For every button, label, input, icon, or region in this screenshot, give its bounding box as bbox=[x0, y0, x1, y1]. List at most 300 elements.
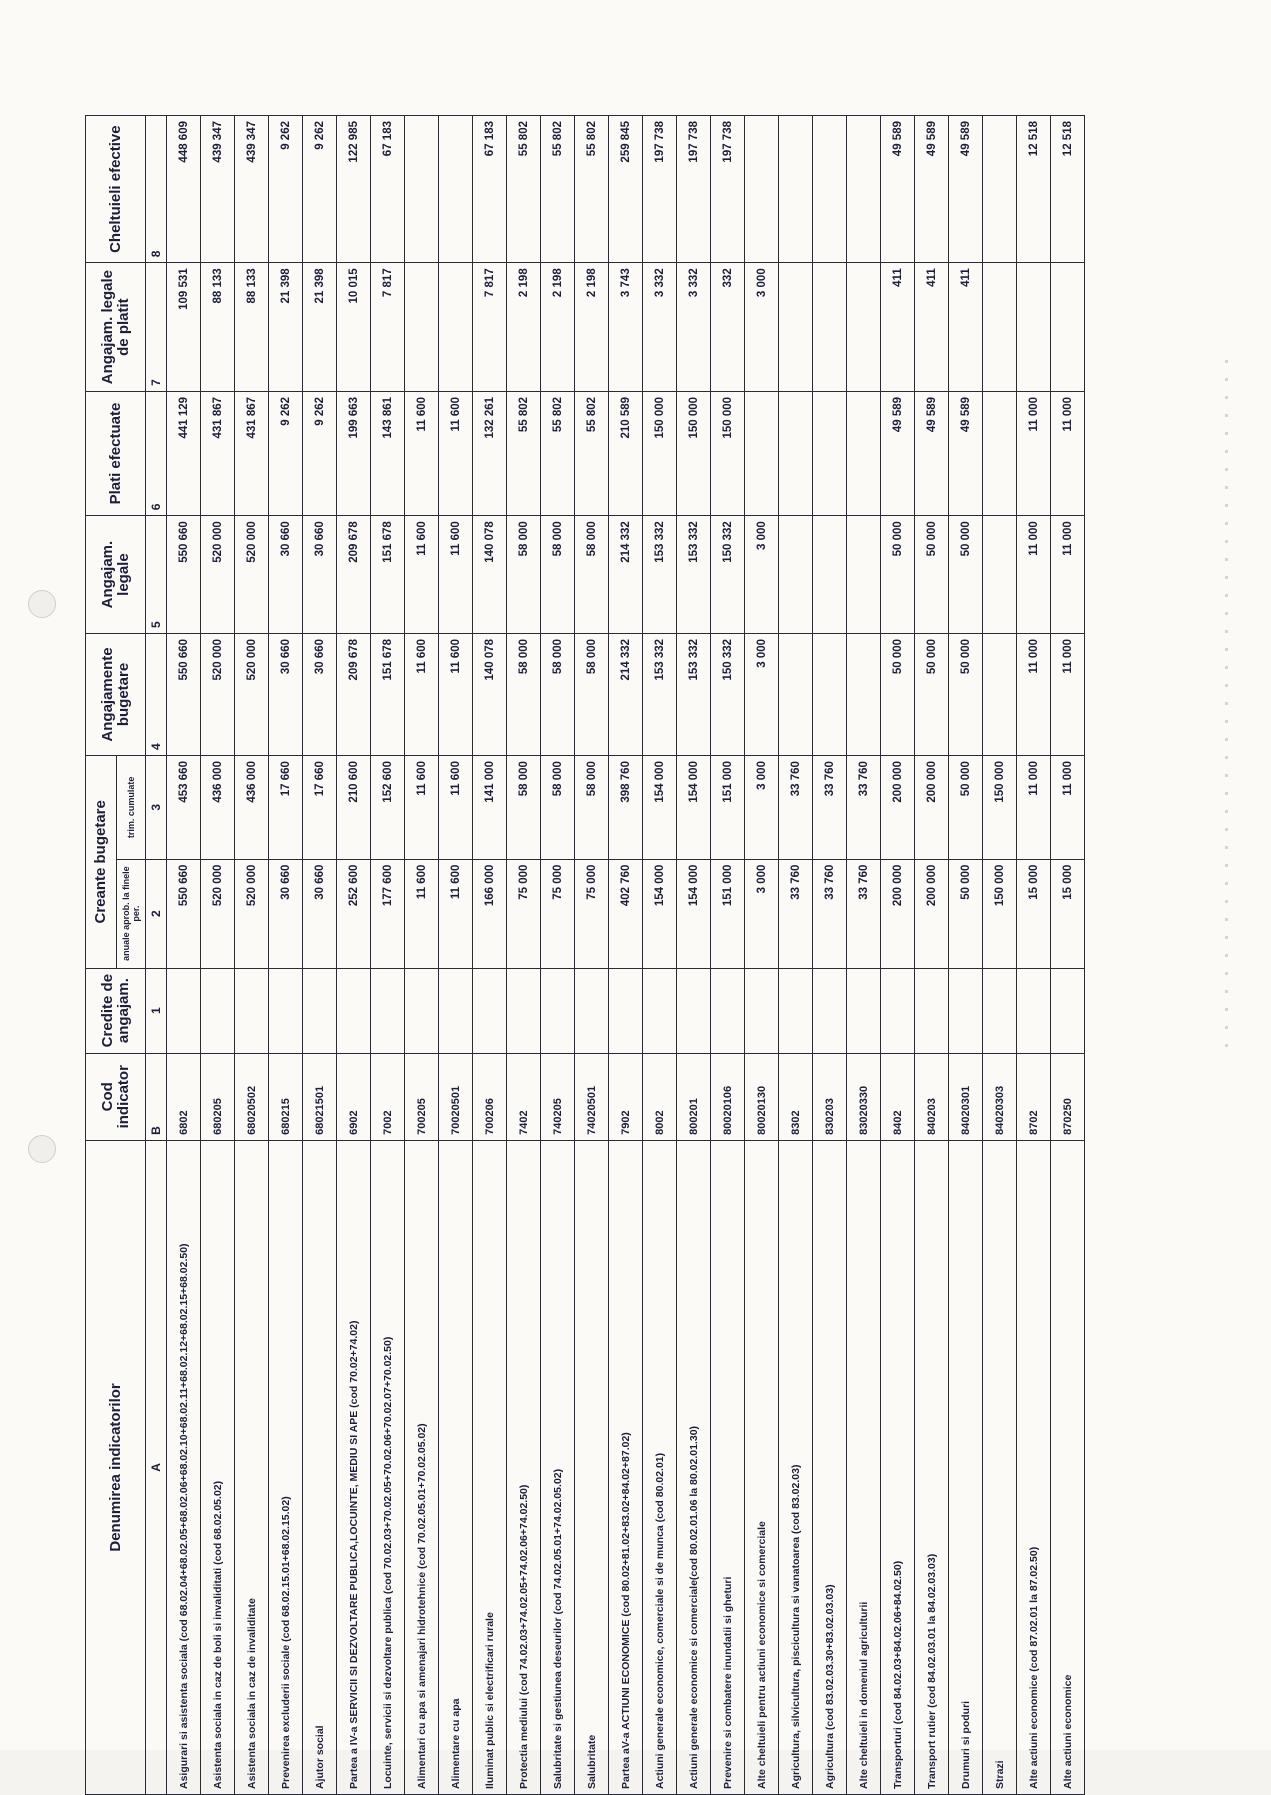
value-cell-c3: 11 600 bbox=[405, 756, 439, 860]
scan-dotted-mark bbox=[1225, 360, 1228, 1060]
value-cell-c4: 11 000 bbox=[1017, 633, 1051, 755]
table-body bbox=[167, 116, 1085, 1795]
value-cell-c1 bbox=[779, 968, 813, 1053]
value-cell-c4: 30 660 bbox=[269, 633, 303, 755]
value-cell-c5: 30 660 bbox=[269, 516, 303, 634]
value-cell-c3: 154 000 bbox=[643, 756, 677, 860]
value-cell-c4: 30 660 bbox=[303, 633, 337, 755]
value-cell-c6: 11 000 bbox=[1017, 391, 1051, 515]
value-cell-c7: 3 743 bbox=[609, 263, 643, 392]
value-cell-c8: 12 518 bbox=[1017, 116, 1051, 263]
indicator-name-cell: Agricultura, silvicultura, piscicultura si vanatoarea (cod 83.02.03) bbox=[779, 1140, 813, 1794]
value-cell-c3: 436 000 bbox=[201, 756, 235, 860]
value-cell-c7 bbox=[405, 263, 439, 392]
indicator-name-cell: Actiuni generale economice si comerciale(cod 80.02.01.06 la 80.02.01.30) bbox=[677, 1140, 711, 1794]
value-cell-c1 bbox=[337, 968, 371, 1053]
value-cell-c7: 2 198 bbox=[507, 263, 541, 392]
indicator-name-cell: Drumuri si poduri bbox=[949, 1140, 983, 1794]
indicator-name-cell: Partea aV-a ACTIUNI ECONOMICE (cod 80.02+81.02+83.02+84.02+87.02) bbox=[609, 1140, 643, 1794]
value-cell-c5 bbox=[813, 516, 847, 634]
indicator-code-cell: 83020330 bbox=[847, 1053, 881, 1140]
value-cell-c8: 67 183 bbox=[473, 116, 507, 263]
value-cell-c5 bbox=[983, 516, 1017, 634]
indicator-name-cell: Transport rutier (cod 84.02.03.01 la 84.02.03.03) bbox=[915, 1140, 949, 1794]
value-cell-c1 bbox=[303, 968, 337, 1053]
value-cell-c3: 11 000 bbox=[1017, 756, 1051, 860]
table-row bbox=[575, 116, 609, 1795]
indicator-code-cell: 68020502 bbox=[235, 1053, 269, 1140]
value-cell-c7: 88 133 bbox=[235, 263, 269, 392]
table-row bbox=[303, 116, 337, 1795]
value-cell-c6: 49 589 bbox=[949, 391, 983, 515]
table-row bbox=[269, 116, 303, 1795]
value-cell-c7: 411 bbox=[881, 263, 915, 392]
indicator-name-cell: Agricultura (cod 83.02.03.30+83.02.03.03) bbox=[813, 1140, 847, 1794]
value-cell-c4: 11 000 bbox=[1051, 633, 1085, 755]
value-cell-c8: 49 589 bbox=[949, 116, 983, 263]
value-cell-c1 bbox=[201, 968, 235, 1053]
table-row bbox=[541, 116, 575, 1795]
value-cell-c8: 49 589 bbox=[915, 116, 949, 263]
value-cell-c5 bbox=[779, 516, 813, 634]
value-cell-c8: 9 262 bbox=[269, 116, 303, 263]
col-number: 1 bbox=[146, 968, 167, 1053]
value-cell-c5: 58 000 bbox=[507, 516, 541, 634]
indicator-code-cell: 8702 bbox=[1017, 1053, 1051, 1140]
indicator-code-cell: 6802 bbox=[167, 1053, 201, 1140]
indicator-code-cell: 70020501 bbox=[439, 1053, 473, 1140]
value-cell-c6: 55 802 bbox=[507, 391, 541, 515]
indicator-name-cell: Salubritate bbox=[575, 1140, 609, 1794]
value-cell-c8 bbox=[745, 116, 779, 263]
value-cell-c5: 11 000 bbox=[1017, 516, 1051, 634]
value-cell-c3: 154 000 bbox=[677, 756, 711, 860]
table-row bbox=[677, 116, 711, 1795]
value-cell-c3: 151 000 bbox=[711, 756, 745, 860]
value-cell-c3: 58 000 bbox=[541, 756, 575, 860]
value-cell-c5: 50 000 bbox=[881, 516, 915, 634]
header-creante-anuale: anuale aprob. la finele per. bbox=[117, 859, 146, 968]
value-cell-c8 bbox=[983, 116, 1017, 263]
value-cell-c5: 140 078 bbox=[473, 516, 507, 634]
value-cell-c4: 11 600 bbox=[405, 633, 439, 755]
value-cell-c1 bbox=[167, 968, 201, 1053]
header-denumire: Denumirea indicatorilor bbox=[86, 1140, 146, 1794]
value-cell-c7: 411 bbox=[949, 263, 983, 392]
value-cell-c2: 520 000 bbox=[235, 859, 269, 968]
value-cell-c6: 49 589 bbox=[915, 391, 949, 515]
value-cell-c1 bbox=[745, 968, 779, 1053]
table-row bbox=[949, 116, 983, 1795]
value-cell-c8: 439 347 bbox=[235, 116, 269, 263]
table-row bbox=[1017, 116, 1051, 1795]
value-cell-c8 bbox=[779, 116, 813, 263]
value-cell-c3: 33 760 bbox=[847, 756, 881, 860]
value-cell-c3: 436 000 bbox=[235, 756, 269, 860]
value-cell-c3: 11 600 bbox=[439, 756, 473, 860]
indicator-code-cell: 8302 bbox=[779, 1053, 813, 1140]
indicator-code-cell: 680215 bbox=[269, 1053, 303, 1140]
value-cell-c6: 441 129 bbox=[167, 391, 201, 515]
value-cell-c6: 9 262 bbox=[269, 391, 303, 515]
value-cell-c4: 50 000 bbox=[881, 633, 915, 755]
col-number: 6 bbox=[146, 391, 167, 515]
indicator-name-cell: Prevenirea excluderii sociale (cod 68.02.15.01+68.02.15.02) bbox=[269, 1140, 303, 1794]
table-row bbox=[779, 116, 813, 1795]
indicator-code-cell: 700205 bbox=[405, 1053, 439, 1140]
value-cell-c3: 453 660 bbox=[167, 756, 201, 860]
rotated-table-wrapper bbox=[85, 115, 1200, 1795]
table-row bbox=[643, 116, 677, 1795]
value-cell-c3: 58 000 bbox=[507, 756, 541, 860]
table-row bbox=[201, 116, 235, 1795]
header-plati-efectuate: Plati efectuate bbox=[86, 391, 146, 515]
table-row bbox=[337, 116, 371, 1795]
value-cell-c5: 209 678 bbox=[337, 516, 371, 634]
indicator-name-cell: Asistenta sociala in caz de invaliditate bbox=[235, 1140, 269, 1794]
value-cell-c8: 122 985 bbox=[337, 116, 371, 263]
indicator-name-cell: Alte actiuni economice bbox=[1051, 1140, 1085, 1794]
indicator-code-cell: 840203 bbox=[915, 1053, 949, 1140]
value-cell-c2: 30 660 bbox=[269, 859, 303, 968]
value-cell-c2: 75 000 bbox=[507, 859, 541, 968]
indicator-name-cell: Locuinte, servicii si dezvoltare publica (cod 70.02.03+70.02.05+70.02.06+70.02.07+70.02.50) bbox=[371, 1140, 405, 1794]
value-cell-c2: 550 660 bbox=[167, 859, 201, 968]
value-cell-c6: 9 262 bbox=[303, 391, 337, 515]
value-cell-c1 bbox=[643, 968, 677, 1053]
value-cell-c7: 88 133 bbox=[201, 263, 235, 392]
table-row bbox=[167, 116, 201, 1795]
value-cell-c4 bbox=[813, 633, 847, 755]
value-cell-c8: 55 802 bbox=[575, 116, 609, 263]
value-cell-c7: 21 398 bbox=[269, 263, 303, 392]
table-row bbox=[439, 116, 473, 1795]
value-cell-c8: 49 589 bbox=[881, 116, 915, 263]
col-number: 4 bbox=[146, 633, 167, 755]
indicator-code-cell: 680205 bbox=[201, 1053, 235, 1140]
value-cell-c2: 252 600 bbox=[337, 859, 371, 968]
indicator-code-cell: 8402 bbox=[881, 1053, 915, 1140]
value-cell-c4: 209 678 bbox=[337, 633, 371, 755]
value-cell-c2: 166 000 bbox=[473, 859, 507, 968]
value-cell-c2: 200 000 bbox=[915, 859, 949, 968]
punch-hole bbox=[28, 590, 56, 618]
value-cell-c6 bbox=[745, 391, 779, 515]
value-cell-c7: 7 817 bbox=[371, 263, 405, 392]
value-cell-c2: 33 760 bbox=[813, 859, 847, 968]
indicator-code-cell: 830203 bbox=[813, 1053, 847, 1140]
value-cell-c1 bbox=[269, 968, 303, 1053]
value-cell-c2: 200 000 bbox=[881, 859, 915, 968]
value-cell-c2: 402 760 bbox=[609, 859, 643, 968]
value-cell-c6 bbox=[779, 391, 813, 515]
value-cell-c5: 151 678 bbox=[371, 516, 405, 634]
col-number: 2 bbox=[146, 859, 167, 968]
budget-execution-table bbox=[85, 115, 1085, 1795]
value-cell-c8 bbox=[813, 116, 847, 263]
value-cell-c3: 58 000 bbox=[575, 756, 609, 860]
value-cell-c1 bbox=[439, 968, 473, 1053]
value-cell-c5: 550 660 bbox=[167, 516, 201, 634]
indicator-code-cell: 7402 bbox=[507, 1053, 541, 1140]
value-cell-c7 bbox=[983, 263, 1017, 392]
header-cod-indicator: Cod indicator bbox=[86, 1053, 146, 1140]
table-row bbox=[1051, 116, 1085, 1795]
value-cell-c5: 214 332 bbox=[609, 516, 643, 634]
indicator-code-cell: 8002 bbox=[643, 1053, 677, 1140]
value-cell-c5: 30 660 bbox=[303, 516, 337, 634]
value-cell-c2: 15 000 bbox=[1051, 859, 1085, 968]
value-cell-c4: 58 000 bbox=[507, 633, 541, 755]
indicator-name-cell: Actiuni generale economice, comerciale si de munca (cod 80.02.01) bbox=[643, 1140, 677, 1794]
value-cell-c7: 2 198 bbox=[541, 263, 575, 392]
table-row bbox=[915, 116, 949, 1795]
value-cell-c2: 30 660 bbox=[303, 859, 337, 968]
value-cell-c8: 55 802 bbox=[507, 116, 541, 263]
value-cell-c2: 11 600 bbox=[439, 859, 473, 968]
value-cell-c4: 140 078 bbox=[473, 633, 507, 755]
value-cell-c1 bbox=[847, 968, 881, 1053]
value-cell-c2: 151 000 bbox=[711, 859, 745, 968]
value-cell-c6: 150 000 bbox=[711, 391, 745, 515]
value-cell-c2: 15 000 bbox=[1017, 859, 1051, 968]
value-cell-c4 bbox=[847, 633, 881, 755]
value-cell-c6: 11 600 bbox=[439, 391, 473, 515]
value-cell-c1 bbox=[371, 968, 405, 1053]
value-cell-c7: 2 198 bbox=[575, 263, 609, 392]
value-cell-c8: 197 738 bbox=[711, 116, 745, 263]
header-cheltuieli-efective: Cheltuieli efective bbox=[86, 116, 146, 263]
value-cell-c4: 214 332 bbox=[609, 633, 643, 755]
value-cell-c5: 520 000 bbox=[235, 516, 269, 634]
table-row bbox=[711, 116, 745, 1795]
value-cell-c3: 3 000 bbox=[745, 756, 779, 860]
value-cell-c1 bbox=[575, 968, 609, 1053]
value-cell-c2: 75 000 bbox=[541, 859, 575, 968]
value-cell-c8: 197 738 bbox=[643, 116, 677, 263]
value-cell-c6: 150 000 bbox=[677, 391, 711, 515]
indicator-code-cell: 740205 bbox=[541, 1053, 575, 1140]
header-creante: Creante bugetare bbox=[86, 756, 117, 969]
value-cell-c3: 33 760 bbox=[779, 756, 813, 860]
value-cell-c5: 3 000 bbox=[745, 516, 779, 634]
value-cell-c7: 332 bbox=[711, 263, 745, 392]
value-cell-c8: 55 802 bbox=[541, 116, 575, 263]
indicator-code-cell: 700206 bbox=[473, 1053, 507, 1140]
value-cell-c5: 153 332 bbox=[643, 516, 677, 634]
indicator-name-cell: Prevenire si combatere inundatii si gheturi bbox=[711, 1140, 745, 1794]
value-cell-c7: 10 015 bbox=[337, 263, 371, 392]
value-cell-c6 bbox=[813, 391, 847, 515]
value-cell-c4: 150 332 bbox=[711, 633, 745, 755]
value-cell-c5: 58 000 bbox=[575, 516, 609, 634]
value-cell-c3: 210 600 bbox=[337, 756, 371, 860]
table-row bbox=[235, 116, 269, 1795]
value-cell-c6: 11 000 bbox=[1051, 391, 1085, 515]
indicator-name-cell: Alimentari cu apa si amenajari hidrotehnice (cod 70.02.05.01+70.02.05.02) bbox=[405, 1140, 439, 1794]
value-cell-c1 bbox=[473, 968, 507, 1053]
value-cell-c1 bbox=[609, 968, 643, 1053]
value-cell-c6: 49 589 bbox=[881, 391, 915, 515]
indicator-code-cell: 74020501 bbox=[575, 1053, 609, 1140]
value-cell-c8: 439 347 bbox=[201, 116, 235, 263]
value-cell-c6: 199 663 bbox=[337, 391, 371, 515]
indicator-name-cell: Iluminat public si electrificari rurale bbox=[473, 1140, 507, 1794]
value-cell-c4: 11 600 bbox=[439, 633, 473, 755]
table-row bbox=[847, 116, 881, 1795]
header-creante-trim: trim. cumulate bbox=[117, 756, 146, 860]
table-row bbox=[371, 116, 405, 1795]
value-cell-c7: 3 332 bbox=[677, 263, 711, 392]
value-cell-c4: 520 000 bbox=[201, 633, 235, 755]
value-cell-c2: 154 000 bbox=[643, 859, 677, 968]
value-cell-c6: 132 261 bbox=[473, 391, 507, 515]
value-cell-c8: 67 183 bbox=[371, 116, 405, 263]
indicator-name-cell: Alte cheltuieli pentru actiuni economice si comerciale bbox=[745, 1140, 779, 1794]
value-cell-c2: 75 000 bbox=[575, 859, 609, 968]
indicator-code-cell: 80020130 bbox=[745, 1053, 779, 1140]
value-cell-c5: 153 332 bbox=[677, 516, 711, 634]
value-cell-c2: 150 000 bbox=[983, 859, 1017, 968]
indicator-code-cell: 84020303 bbox=[983, 1053, 1017, 1140]
value-cell-c8: 259 845 bbox=[609, 116, 643, 263]
value-cell-c1 bbox=[949, 968, 983, 1053]
indicator-name-cell: Salubritate si gestiunea deseurilor (cod 74.02.05.01+74.02.05.02) bbox=[541, 1140, 575, 1794]
value-cell-c6 bbox=[983, 391, 1017, 515]
header-angajam-de-platit: Angajam. legale de platit bbox=[86, 263, 146, 392]
value-cell-c6: 210 589 bbox=[609, 391, 643, 515]
table-row bbox=[881, 116, 915, 1795]
table-row bbox=[507, 116, 541, 1795]
table-row bbox=[405, 116, 439, 1795]
value-cell-c8: 197 738 bbox=[677, 116, 711, 263]
value-cell-c2: 520 000 bbox=[201, 859, 235, 968]
value-cell-c5 bbox=[847, 516, 881, 634]
value-cell-c7: 3 332 bbox=[643, 263, 677, 392]
value-cell-c1 bbox=[235, 968, 269, 1053]
indicator-name-cell: Transporturi (cod 84.02.03+84.02.06+84.02.50) bbox=[881, 1140, 915, 1794]
value-cell-c1 bbox=[507, 968, 541, 1053]
value-cell-c6: 431 867 bbox=[235, 391, 269, 515]
value-cell-c4: 58 000 bbox=[575, 633, 609, 755]
header-credite: Credite de angajam. bbox=[86, 968, 146, 1053]
value-cell-c7 bbox=[439, 263, 473, 392]
value-cell-c1 bbox=[711, 968, 745, 1053]
header-angajam-legale: Angajam. legale bbox=[86, 516, 146, 634]
col-number: A bbox=[146, 1140, 167, 1794]
value-cell-c7: 21 398 bbox=[303, 263, 337, 392]
value-cell-c3: 17 660 bbox=[303, 756, 337, 860]
table-row bbox=[813, 116, 847, 1795]
value-cell-c8: 9 262 bbox=[303, 116, 337, 263]
value-cell-c1 bbox=[1051, 968, 1085, 1053]
value-cell-c8: 12 518 bbox=[1051, 116, 1085, 263]
table-row bbox=[983, 116, 1017, 1795]
value-cell-c2: 33 760 bbox=[779, 859, 813, 968]
value-cell-c4 bbox=[983, 633, 1017, 755]
value-cell-c2: 11 600 bbox=[405, 859, 439, 968]
punch-hole bbox=[28, 1135, 56, 1163]
value-cell-c4: 520 000 bbox=[235, 633, 269, 755]
table-row bbox=[609, 116, 643, 1795]
value-cell-c7 bbox=[779, 263, 813, 392]
value-cell-c6: 55 802 bbox=[575, 391, 609, 515]
col-number: 5 bbox=[146, 516, 167, 634]
indicator-name-cell: Asistenta sociala in caz de boli si invaliditati (cod 68.02.05.02) bbox=[201, 1140, 235, 1794]
value-cell-c1 bbox=[1017, 968, 1051, 1053]
value-cell-c4: 58 000 bbox=[541, 633, 575, 755]
value-cell-c7 bbox=[813, 263, 847, 392]
value-cell-c6: 11 600 bbox=[405, 391, 439, 515]
value-cell-c2: 3 000 bbox=[745, 859, 779, 968]
indicator-name-cell: Alimentare cu apa bbox=[439, 1140, 473, 1794]
value-cell-c2: 33 760 bbox=[847, 859, 881, 968]
value-cell-c4: 3 000 bbox=[745, 633, 779, 755]
indicator-code-cell: 84020301 bbox=[949, 1053, 983, 1140]
value-cell-c7: 411 bbox=[915, 263, 949, 392]
value-cell-c1 bbox=[405, 968, 439, 1053]
table-row bbox=[745, 116, 779, 1795]
value-cell-c8 bbox=[405, 116, 439, 263]
indicator-code-cell: 870250 bbox=[1051, 1053, 1085, 1140]
indicator-name-cell: Ajutor social bbox=[303, 1140, 337, 1794]
value-cell-c1 bbox=[881, 968, 915, 1053]
indicator-name-cell: Strazi bbox=[983, 1140, 1017, 1794]
indicator-code-cell: 68021501 bbox=[303, 1053, 337, 1140]
value-cell-c1 bbox=[541, 968, 575, 1053]
value-cell-c7: 3 000 bbox=[745, 263, 779, 392]
value-cell-c7 bbox=[847, 263, 881, 392]
value-cell-c3: 33 760 bbox=[813, 756, 847, 860]
value-cell-c7: 109 531 bbox=[167, 263, 201, 392]
col-number: B bbox=[146, 1053, 167, 1140]
value-cell-c3: 200 000 bbox=[915, 756, 949, 860]
value-cell-c7 bbox=[1051, 263, 1085, 392]
table-row bbox=[473, 116, 507, 1795]
value-cell-c7: 7 817 bbox=[473, 263, 507, 392]
indicator-name-cell: Asigurari si asistenta sociala (cod 68.02.04+68.02.05+68.02.06+68.02.10+68.02.11+68.02.12+68.02.15+68.02.50) bbox=[167, 1140, 201, 1794]
value-cell-c2: 50 000 bbox=[949, 859, 983, 968]
indicator-code-cell: 800201 bbox=[677, 1053, 711, 1140]
value-cell-c3: 150 000 bbox=[983, 756, 1017, 860]
col-number: 3 bbox=[146, 756, 167, 860]
value-cell-c6: 431 867 bbox=[201, 391, 235, 515]
value-cell-c4: 50 000 bbox=[949, 633, 983, 755]
value-cell-c3: 17 660 bbox=[269, 756, 303, 860]
indicator-code-cell: 6902 bbox=[337, 1053, 371, 1140]
value-cell-c5: 11 000 bbox=[1051, 516, 1085, 634]
indicator-name-cell: Alte actiuni economice (cod 87.02.01 la 87.02.50) bbox=[1017, 1140, 1051, 1794]
value-cell-c5: 520 000 bbox=[201, 516, 235, 634]
indicator-name-cell: Protectia mediului (cod 74.02.03+74.02.05+74.02.06+74.02.50) bbox=[507, 1140, 541, 1794]
value-cell-c3: 50 000 bbox=[949, 756, 983, 860]
value-cell-c8 bbox=[847, 116, 881, 263]
value-cell-c4 bbox=[779, 633, 813, 755]
indicator-name-cell: Alte cheltuieli in domeniul agriculturii bbox=[847, 1140, 881, 1794]
value-cell-c8: 448 609 bbox=[167, 116, 201, 263]
value-cell-c2: 154 000 bbox=[677, 859, 711, 968]
value-cell-c5: 50 000 bbox=[915, 516, 949, 634]
value-cell-c3: 200 000 bbox=[881, 756, 915, 860]
header-angajamente-bugetare: Angajamente bugetare bbox=[86, 633, 146, 755]
value-cell-c3: 152 600 bbox=[371, 756, 405, 860]
value-cell-c8 bbox=[439, 116, 473, 263]
col-number: 8 bbox=[146, 116, 167, 263]
indicator-code-cell: 7902 bbox=[609, 1053, 643, 1140]
value-cell-c4: 550 660 bbox=[167, 633, 201, 755]
value-cell-c5: 58 000 bbox=[541, 516, 575, 634]
value-cell-c3: 11 000 bbox=[1051, 756, 1085, 860]
